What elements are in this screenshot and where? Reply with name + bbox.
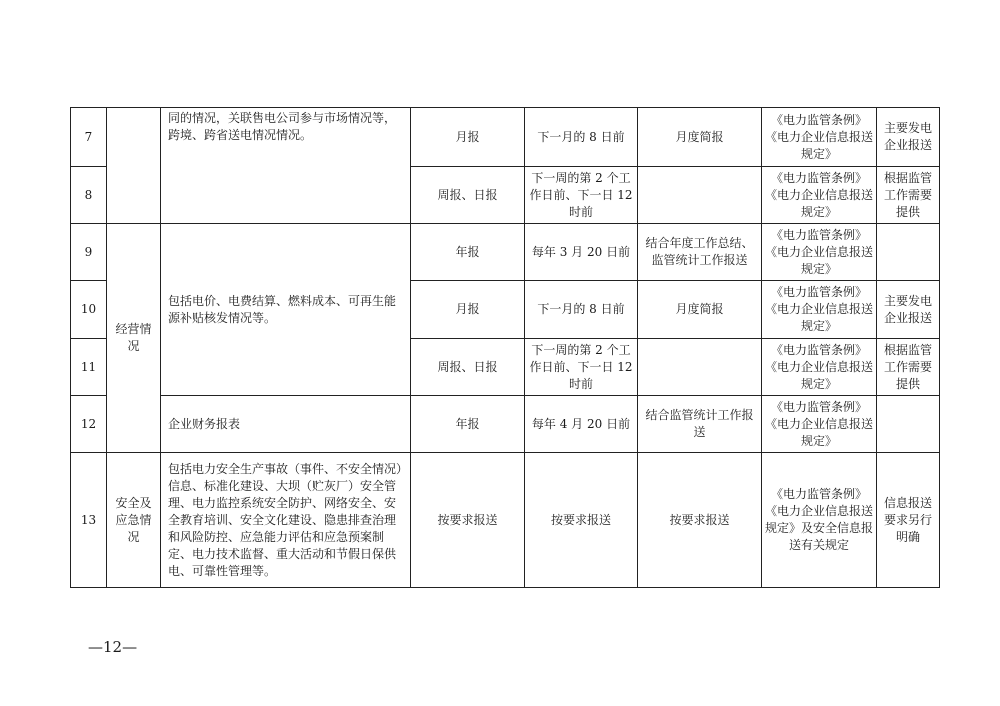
deadline-cell: 按要求报送 [525, 453, 638, 588]
deadline-cell: 每年 3 月 20 日前 [525, 224, 638, 281]
content-text: 包括电价、电费结算、燃料成本、可再生能源补贴核发情况等。 [168, 293, 397, 325]
deadline-cell: 每年 4 月 20 日前 [525, 396, 638, 453]
remark-cell: 根据监管工作需要提供 [877, 167, 940, 224]
content-cell [161, 224, 411, 396]
deadline-cell: 下一月的 8 日前 [525, 108, 638, 167]
remark-cell [877, 396, 940, 453]
remark-cell: 信息报送要求另行明确 [877, 453, 940, 588]
frequency-cell: 月报 [411, 108, 525, 167]
table-row [71, 453, 940, 588]
frequency-cell: 按要求报送 [411, 453, 525, 588]
row-number: 13 [71, 453, 107, 588]
content-cell: 企业财务报表 [161, 396, 411, 453]
remark-cell: 主要发电企业报送 [877, 108, 940, 167]
table-row [71, 396, 940, 453]
basis-cell: 《电力监管条例》 《电力企业信息报送规定》 [762, 167, 877, 224]
deadline-cell: 下一月的 8 日前 [525, 281, 638, 339]
reporting-table [70, 107, 940, 588]
basis-cell: 《电力监管条例》 《电力企业信息报送规定》 [762, 339, 877, 396]
form-cell: 结合监管统计工作报送 [638, 396, 762, 453]
form-cell: 按要求报送 [638, 453, 762, 588]
frequency-cell: 周报、日报 [411, 167, 525, 224]
form-cell: 月度简报 [638, 281, 762, 339]
deadline-cell: 下一周的第 2 个工作日前、下一日 12 时前 [525, 167, 638, 224]
deadline-cell: 下一周的第 2 个工作日前、下一日 12 时前 [525, 339, 638, 396]
frequency-cell: 周报、日报 [411, 339, 525, 396]
remark-cell [877, 224, 940, 281]
frequency-cell: 年报 [411, 224, 525, 281]
frequency-cell: 年报 [411, 396, 525, 453]
remark-cell: 主要发电企业报送 [877, 281, 940, 339]
basis-cell: 《电力监管条例》 《电力企业信息报送规定》 [762, 224, 877, 281]
row-number: 11 [71, 339, 107, 396]
row-number: 9 [71, 224, 107, 281]
row-number: 10 [71, 281, 107, 339]
content-cell [161, 108, 411, 224]
form-cell [638, 167, 762, 224]
form-cell [638, 339, 762, 396]
row-number: 12 [71, 396, 107, 453]
row-number: 8 [71, 167, 107, 224]
form-cell: 月度简报 [638, 108, 762, 167]
form-cell: 结合年度工作总结、监管统计工作报送 [638, 224, 762, 281]
basis-cell: 《电力监管条例》 《电力企业信息报送规定》及安全信息报送有关规定 [762, 453, 877, 588]
page-number: —12— [88, 638, 138, 656]
basis-cell: 《电力监管条例》 《电力企业信息报送规定》 [762, 396, 877, 453]
category-cell: 经营情况 [107, 224, 161, 453]
remark-cell: 根据监管工作需要提供 [877, 339, 940, 396]
basis-cell: 《电力监管条例》 《电力企业信息报送规定》 [762, 108, 877, 167]
category-cell-continued [107, 108, 161, 224]
content-text: 同的情况，关联售电公司参与市场情况等，跨境、跨省送电情况情况。 [168, 111, 397, 142]
category-cell: 安全及应急情况 [107, 453, 161, 588]
row-number: 7 [71, 108, 107, 167]
table-row [71, 224, 940, 281]
content-cell: 包括电力安全生产事故（事件、不安全情况）信息、标准化建设、大坝（贮灰厂）安全管理、电力监控系统安全防护、网络安全、安全教育培训、安全文化建设、隐患排查治理和风险防控、应急能力评估和应急预案制定、电力技术监督、重大活动和节假日保供电、可靠性管理等。 [161, 453, 411, 588]
table-row [71, 108, 940, 167]
basis-cell: 《电力监管条例》 《电力企业信息报送规定》 [762, 281, 877, 339]
frequency-cell: 月报 [411, 281, 525, 339]
